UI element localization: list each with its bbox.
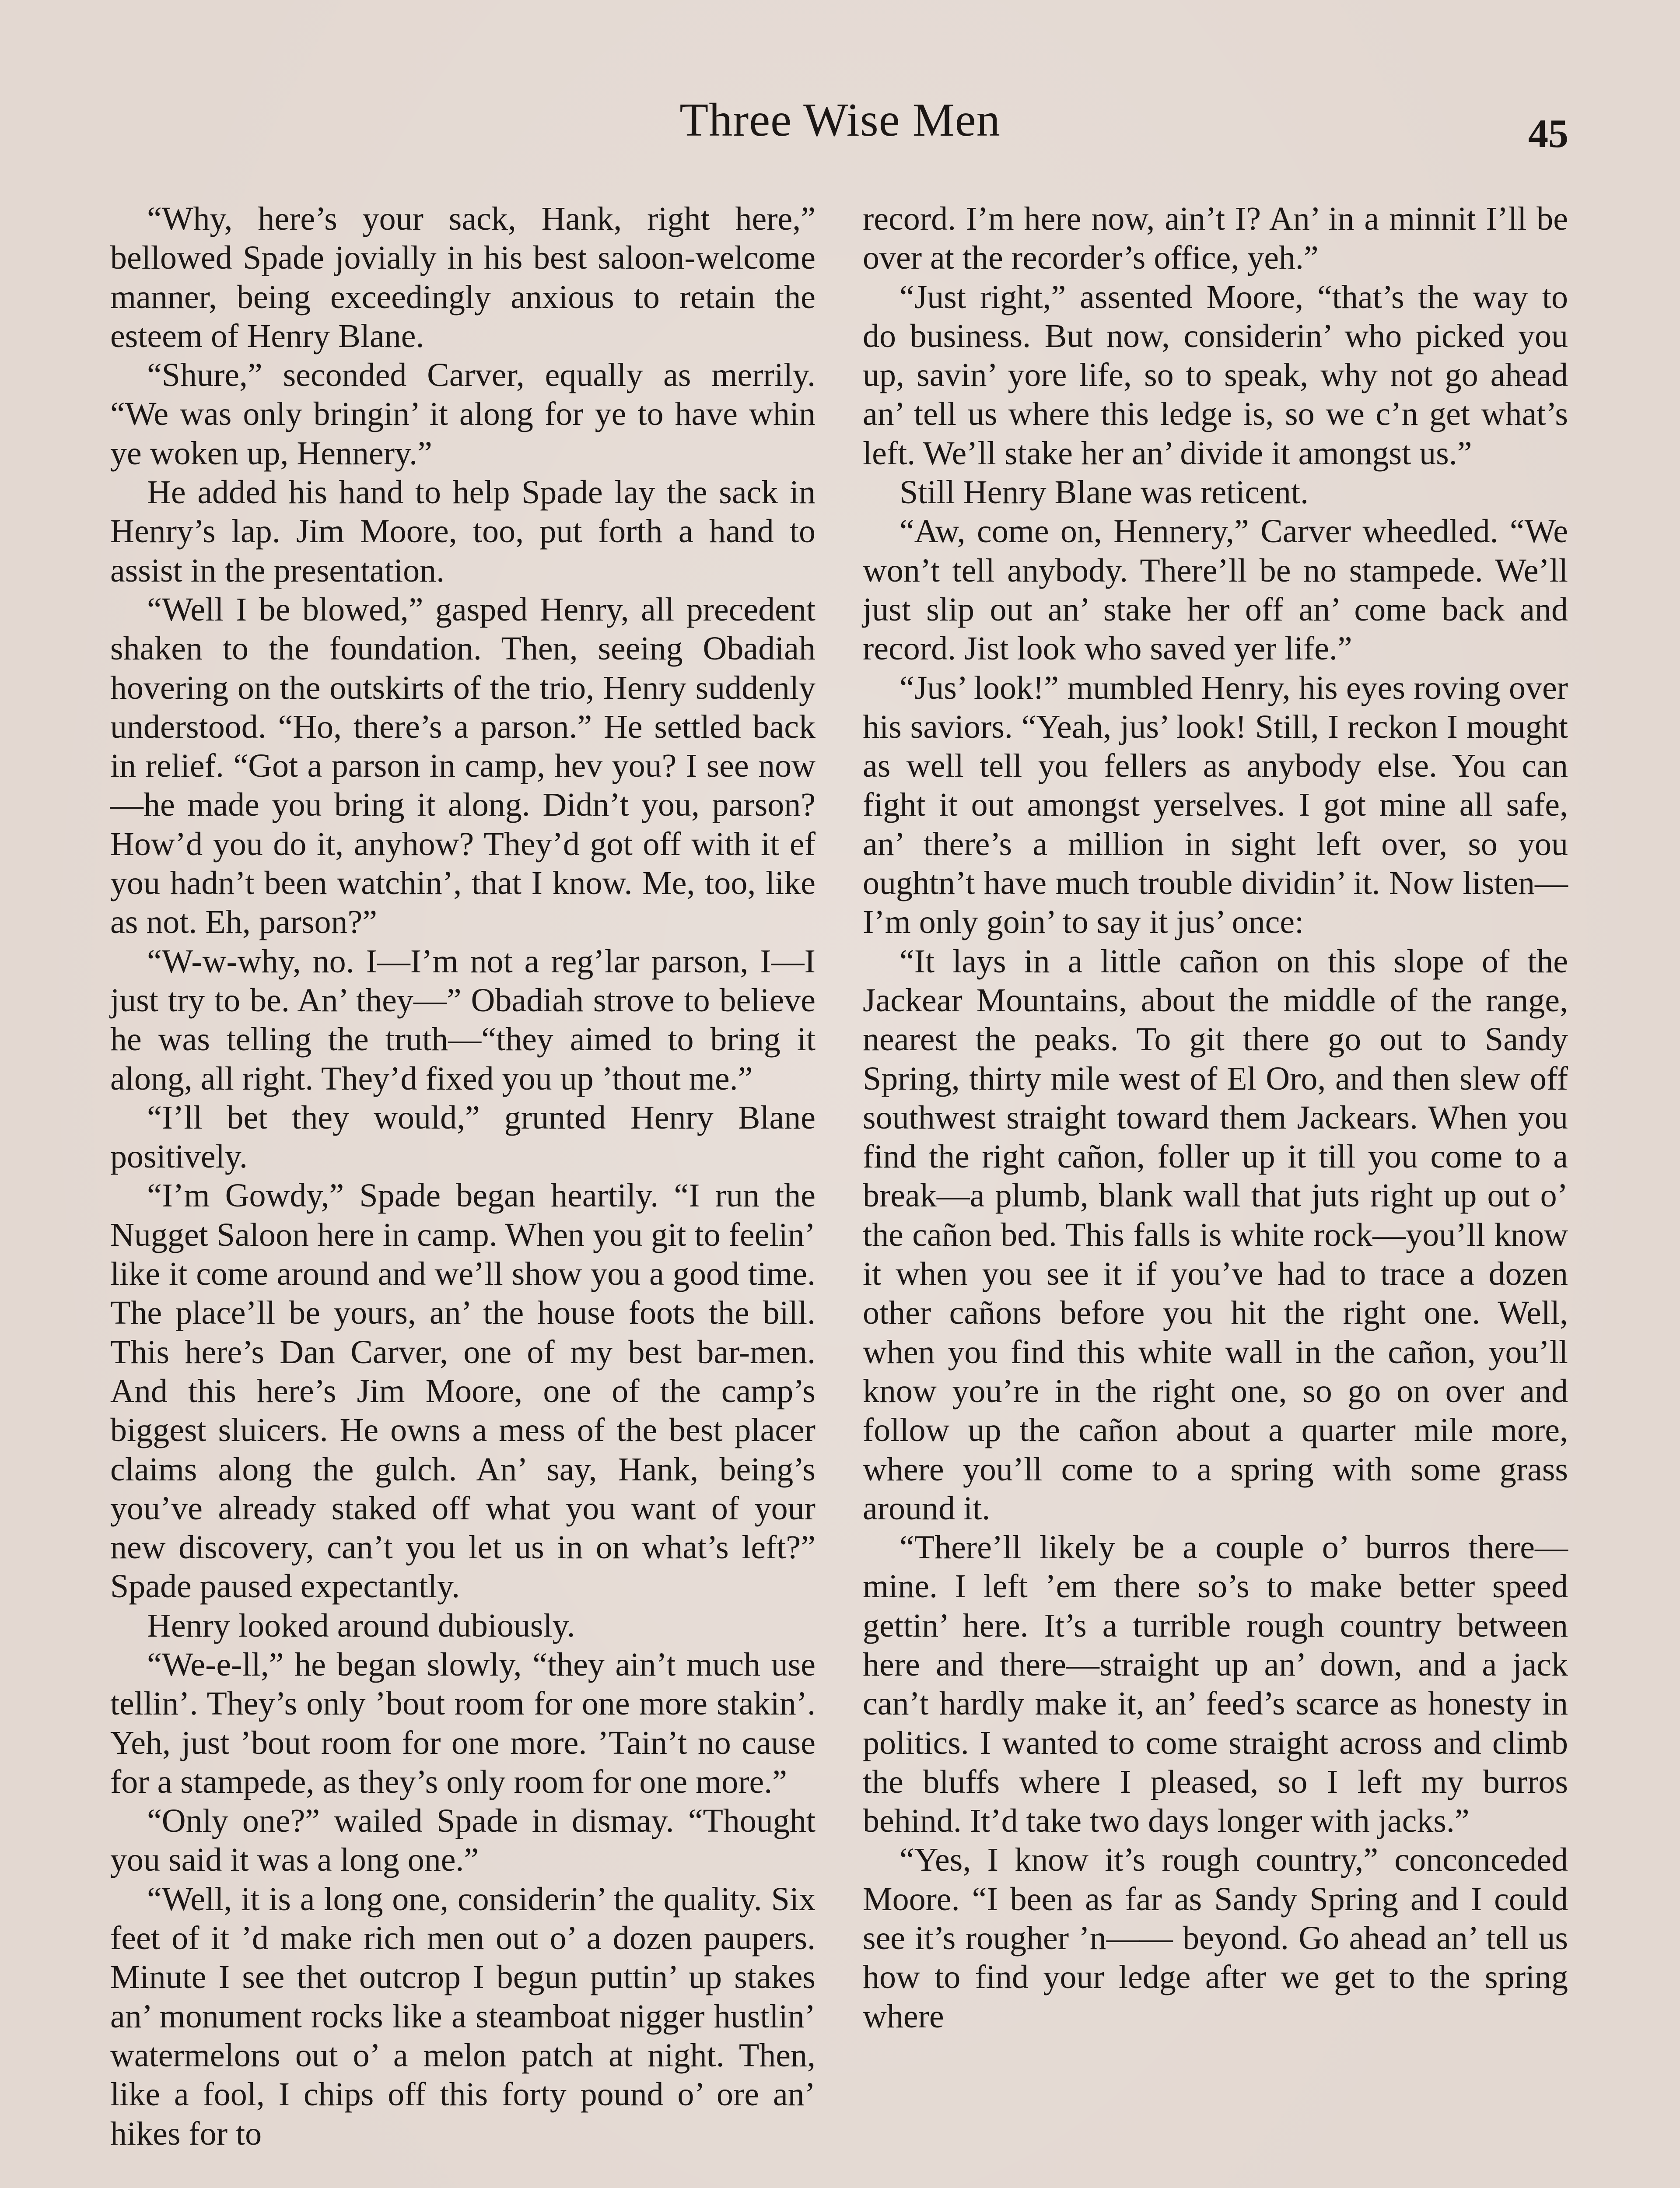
paragraph: “Why, here’s your sack, Hank, right here,” bellowed Spade jovially in his best saloon-welcome manner, being exceedingly anxious to retain the esteem of Henry Blane.	[110, 200, 816, 354]
paragraph: “I’ll bet they would,” grunted Henry Blane positively.	[110, 1099, 816, 1175]
paragraph: “I’m Gowdy,” Spade began heartily. “I run the Nugget Saloon here in camp. When you git to feelin’ like it come around and we’ll show you a good time. The place’ll be yours, an’ the house foots the bill. This here’s Dan Carver, one of my best bar-men. And this here’s Jim Moore, one of the camp’s biggest sluicers. He owns a mess of the best placer claims along the gulch. An’ say, Hank, being’s you’ve already staked off what you want of your new discovery, can’t you let us in on what’s left?” Spade paused expectantly.	[110, 1177, 816, 1605]
continued-paragraph: record. I’m here now, ain’t I? An’ in a minnit I’ll be over at the recorder’s office, yeh.”	[863, 200, 1568, 277]
paragraph: “There’ll likely be a couple o’ burros there—mine. I left ’em there so’s to make better speed gettin’ here. It’s a turrible rough country between here and there—straight up an’ down, and a jack can’t hardly make it, an’ feed’s scarce as honesty in politics. I wanted to come straight across and climb the bluffs where I pleased, so I left my burros behind. It’d take two days longer with jacks.”	[863, 1529, 1568, 1840]
paragraph: “We-e-ll,” he began slowly, “they ain’t much use tellin’. They’s only ’bout room for one more stakin’. Yeh, just ’bout room for one more. ’Tain’t no cause for a stampede, as they’s only room for one more.”	[110, 1646, 816, 1800]
running-title: Three Wise Men	[679, 94, 1001, 146]
paragraph: He added his hand to help Spade lay the sack in Henry’s lap. Jim Moore, too, put forth a hand to assist in the presentation.	[110, 474, 816, 589]
paragraph: “Only one?” wailed Spade in dismay. “Thought you said it was a long one.”	[110, 1802, 816, 1879]
paragraph: Henry looked around dubiously.	[147, 1607, 575, 1644]
paragraph: “Just right,” assented Moore, “that’s the way to do business. But now, considerin’ who picked you up, savin’ yore life, so to speak, why not go ahead an’ tell us where this ledge is, so we c’n get what’s left. We’ll stake her an’ divide it amongst us.”	[863, 278, 1568, 472]
left-column	[110, 200, 816, 2153]
paragraph: “Aw, come on, Hennery,” Carver wheedled. “We won’t tell anybody. There’ll be no stampede. We’ll just slip out an’ stake her off an’ come back and record. Jist look who saved yer life.”	[863, 513, 1568, 667]
paragraph: “Jus’ look!” mumbled Henry, his eyes roving over his saviors. “Yeah, jus’ look! Still, I reckon I mought as well tell you fellers as anybody else. You can fight it out amongst yerselves. I got mine all safe, an’ there’s a million in sight left over, so you oughtn’t have much trouble dividin’ it. Now listen—I’m only goin’ to say it jus’ once:	[863, 669, 1568, 941]
paragraph: “Well I be blowed,” gasped Henry, all precedent shaken to the foundation. Then, seeing Obadiah hovering on the outskirts of the trio, Henry suddenly understood. “Ho, there’s a parson.” He settled back in relief. “Got a parson in camp, hev you? I see now—he made you bring it along. Didn’t you, parson? How’d you do it, anyhow? They’d got off with it ef you hadn’t been watchin’, that I know. Me, too, like as not. Eh, parson?”	[110, 591, 816, 941]
paragraph: “Well, it is a long one, considerin’ the quality. Six feet of it ’d make rich men out o’ a dozen paupers. Minute I see thet outcrop I begun puttin’ up stakes an’ monument rocks like a steamboat nigger hustlin’ watermelons out o’ a melon patch at night. Then, like a fool, I chips off this forty pound o’ ore an’ hikes for to	[110, 1880, 816, 2152]
paragraph: “Yes, I know it’s rough country,” conconceded Moore. “I been as far as Sandy Spring and I could see it’s rougher ’n—— beyond. Go ahead an’ tell us how to find your ledge after we get to the spring where	[863, 1841, 1568, 2035]
paragraph: “It lays in a little cañon on this slope of the Jackear Mountains, about the middle of the range, nearest the peaks. To git there go out to Sandy Spring, thirty mile west of El Oro, and then slew off southwest straight toward them Jackears. When you find the right cañon, foller up it till you come to a break—a plumb, blank wall that juts right up out o’ the cañon bed. This falls is white rock—you’ll know it when you see it if you’ve had to trace a dozen other cañons before you hit the right one. Well, when you find this white wall in the cañon, you’ll know you’re in the right one, so go on over and follow up the cañon about a quarter mile more, where you’ll come to a spring with some grass around it.	[863, 943, 1568, 1527]
paragraph: Still Henry Blane was reticent.	[900, 474, 1309, 511]
paragraph: “Shure,” seconded Carver, equally as merrily. “We was only bringin’ it along for ye to have whin ye woken up, Hennery.”	[110, 357, 816, 472]
paragraph: “W-w-why, no. I—I’m not a reg’lar parson, I—I just try to be. An’ they—” Obadiah strove to believe he was telling the truth—“they aimed to bring it along, all right. They’d fixed you up ’thout me.”	[110, 943, 816, 1097]
page-number: 45	[1528, 111, 1568, 156]
right-column	[863, 200, 1568, 2036]
